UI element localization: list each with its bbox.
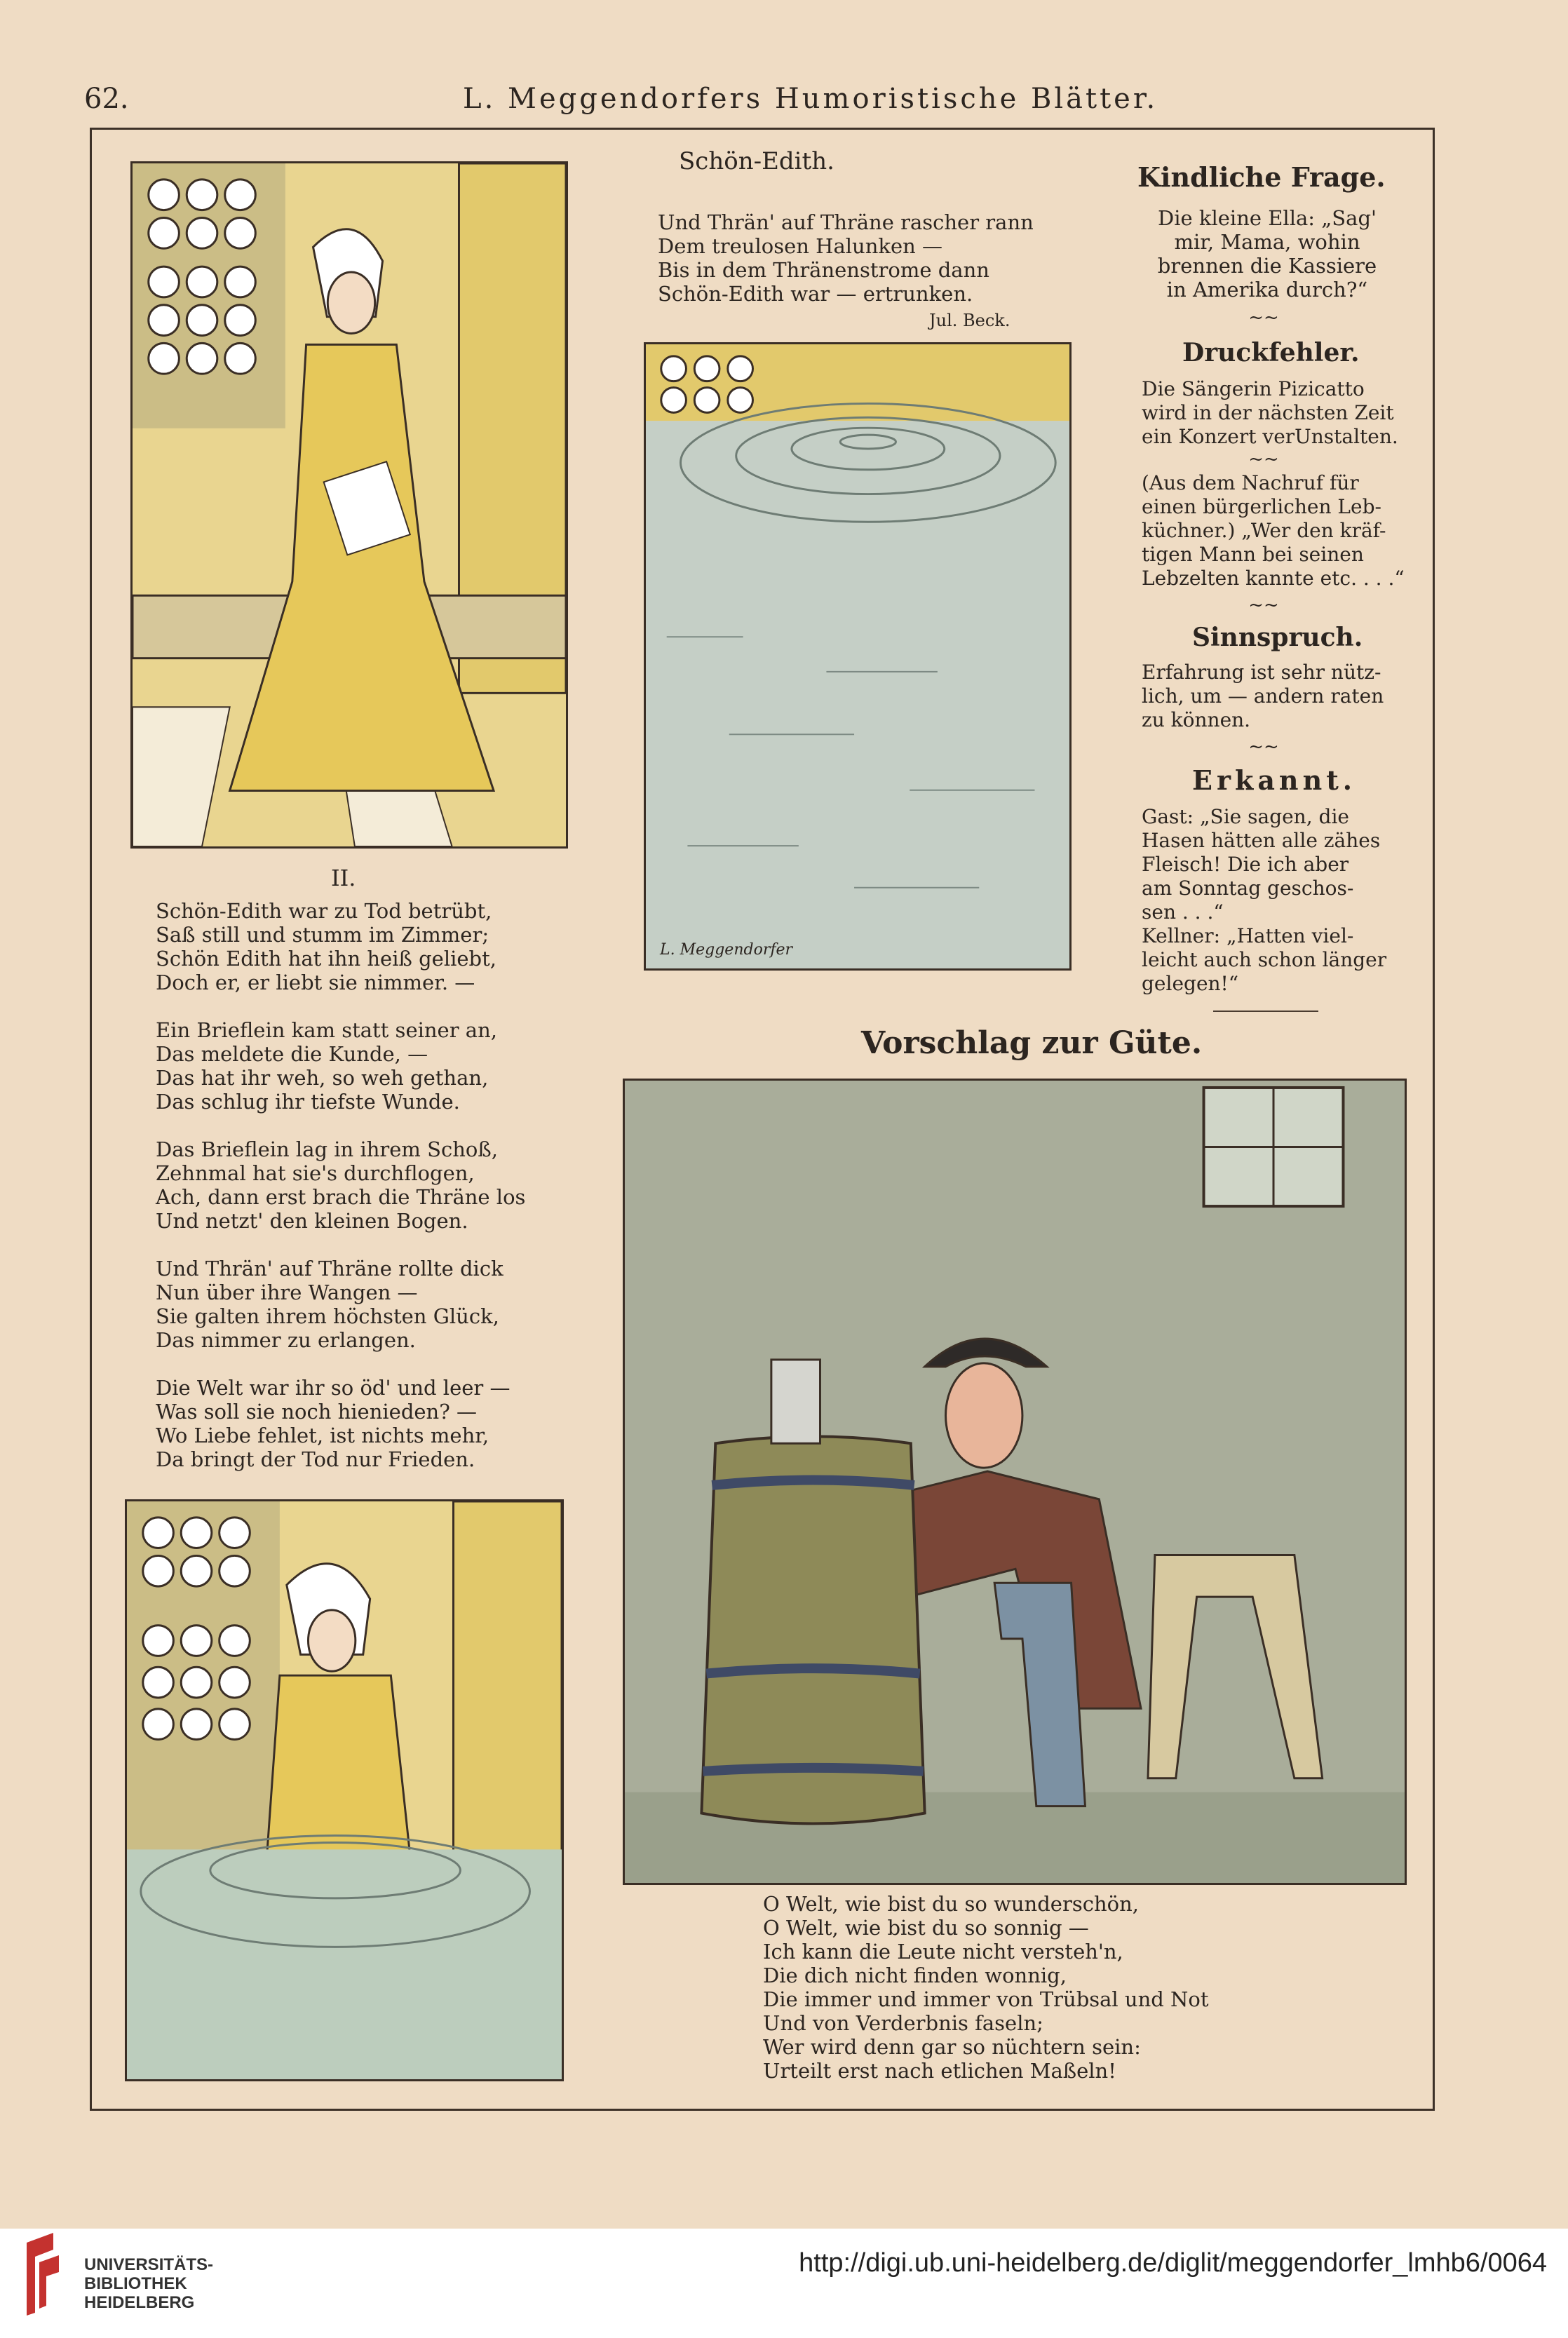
text-line: Hasen hätten alle zähes bbox=[1142, 829, 1381, 852]
library-logo-icon bbox=[20, 2230, 67, 2317]
stanza-line: Wo Liebe fehlet, ist nichts mehr, bbox=[156, 1424, 489, 1447]
library-name-line: UNIVERSITÄTS- bbox=[84, 2255, 214, 2274]
stanza-line: Das schlug ihr tiefste Wunde. bbox=[156, 1090, 460, 1114]
text-line: gelegen!“ bbox=[1142, 972, 1239, 995]
separator-tilde: ~~ bbox=[1248, 736, 1279, 757]
poem-line: O Welt, wie bist du so wunderschön, bbox=[763, 1892, 1139, 1916]
druckfehler-text-1 bbox=[1142, 377, 1398, 449]
vorschlag-poem bbox=[763, 1892, 1209, 2083]
stanza-line: Die Welt war ihr so öd' und leer — bbox=[156, 1376, 511, 1400]
poem-line: O Welt, wie bist du so sonnig — bbox=[763, 1916, 1089, 1940]
stanza-line: Doch er, er liebt sie nimmer. — bbox=[156, 971, 475, 994]
text-line: am Sonntag geschos- bbox=[1142, 877, 1354, 900]
stanza-line: Zehnmal hat sie's durchflogen, bbox=[156, 1161, 475, 1185]
text-line: Die Sängerin Pizicatto bbox=[1142, 377, 1365, 400]
stanza-line: Bis in dem Thränenstrome dann bbox=[658, 258, 989, 282]
library-name-line: HEIDELBERG bbox=[84, 2293, 195, 2312]
running-title: L. Meggendorfers Humoristische Blätter. bbox=[463, 83, 1158, 115]
text-line: Fleisch! Die ich aber bbox=[1142, 853, 1349, 876]
separator-tilde: ~~ bbox=[1248, 595, 1279, 616]
stanza-line: Und netzt' den kleinen Bogen. bbox=[156, 1209, 468, 1233]
footer-bar bbox=[0, 2229, 1568, 2338]
section-number: II. bbox=[331, 865, 356, 891]
text-line: einen bürgerlichen Leb- bbox=[1142, 495, 1381, 518]
kindliche-frage-title: Kindliche Frage. bbox=[1137, 161, 1386, 193]
stanza-line: Das nimmer zu erlangen. bbox=[156, 1328, 416, 1352]
illustration-edith-drowning bbox=[125, 1499, 564, 2081]
text-line: Erfahrung ist sehr nütz- bbox=[1142, 661, 1381, 684]
stanza-line: Und Thrän' auf Thräne rascher rann bbox=[658, 210, 1034, 234]
source-url-link[interactable]: http://digi.ub.uni-heidelberg.de/diglit/meggendorfer_lmhb6/0064 bbox=[799, 2248, 1547, 2278]
text-line: ein Konzert verUnstalten. bbox=[1142, 425, 1398, 448]
stanza-line: Das Brieflein lag in ihrem Schoß, bbox=[156, 1137, 498, 1161]
text-line: Gast: „Sie sagen, die bbox=[1142, 805, 1349, 828]
illustration-edith-seated bbox=[130, 161, 568, 849]
text-line: leicht auch schon länger bbox=[1142, 948, 1387, 971]
text-line: sen . . .“ bbox=[1142, 900, 1224, 924]
kindliche-frage-text bbox=[1137, 206, 1397, 302]
poem-line: Ich kann die Leute nicht versteh'n, bbox=[763, 1940, 1123, 1964]
text-line: wird in der nächsten Zeit bbox=[1142, 401, 1394, 424]
stanza-line: Und Thrän' auf Thräne rollte dick bbox=[156, 1257, 503, 1281]
page-number: 62. bbox=[84, 83, 129, 115]
illustration-man-barrel bbox=[623, 1079, 1407, 1885]
stanza-line: Das hat ihr weh, so weh gethan, bbox=[156, 1066, 489, 1090]
poem-line: Urteilt erst nach etlichen Maßeln! bbox=[763, 2059, 1116, 2083]
sinnspruch-text bbox=[1142, 661, 1398, 732]
stanza-line: Nun über ihre Wangen — bbox=[156, 1281, 418, 1304]
illustration-water-room bbox=[644, 342, 1072, 971]
stanza-line: Schön-Edith war — ertrunken. bbox=[658, 282, 973, 306]
separator-tilde: ~~ bbox=[1248, 307, 1279, 328]
poem-author: Jul. Beck. bbox=[929, 311, 1011, 330]
library-name bbox=[84, 2255, 213, 2312]
druckfehler-text-2 bbox=[1142, 471, 1405, 590]
library-name-line: BIBLIOTHEK bbox=[84, 2274, 187, 2293]
stanza-line: Schön Edith hat ihn heiß geliebt, bbox=[156, 947, 496, 971]
vorschlag-title: Vorschlag zur Güte. bbox=[861, 1025, 1203, 1061]
sinnspruch-title: Sinnspruch. bbox=[1192, 623, 1363, 652]
separator-tilde: ~~ bbox=[1248, 449, 1279, 470]
artist-signature: L. Meggendorfer bbox=[660, 941, 793, 959]
schoen-edith-final-stanza bbox=[658, 210, 1034, 306]
stanza-line: Sie galten ihrem höchsten Glück, bbox=[156, 1304, 499, 1328]
text-line: lich, um — andern raten bbox=[1142, 684, 1384, 708]
stanza-line: Ach, dann erst brach die Thräne los bbox=[156, 1185, 526, 1209]
text-line: Lebzelten kannte etc. . . .“ bbox=[1142, 567, 1405, 590]
schoen-edith-poem bbox=[156, 899, 525, 1471]
stanza-line: Schön-Edith war zu Tod betrübt, bbox=[156, 899, 492, 923]
druckfehler-title: Druckfehler. bbox=[1182, 338, 1360, 367]
text-line: Die kleine Ella: „Sag' bbox=[1158, 206, 1377, 230]
text-line: zu können. bbox=[1142, 708, 1251, 731]
poem-line: Die immer und immer von Trübsal und Not bbox=[763, 1987, 1209, 2011]
erkannt-text bbox=[1142, 805, 1398, 996]
poem-line: Die dich nicht finden wonnig, bbox=[763, 1964, 1067, 1987]
poem-line: Und von Verderbnis faseln; bbox=[763, 2011, 1043, 2035]
text-line: in Amerika durch?“ bbox=[1166, 278, 1368, 302]
text-line: Kellner: „Hatten viel- bbox=[1142, 924, 1354, 947]
text-line: (Aus dem Nachruf für bbox=[1142, 471, 1359, 494]
stanza-line: Saß still und stumm im Zimmer; bbox=[156, 923, 489, 947]
text-line: brennen die Kassiere bbox=[1157, 254, 1377, 278]
stanza-line: Da bringt der Tod nur Frieden. bbox=[156, 1447, 475, 1471]
erkannt-title: Erkannt. bbox=[1192, 764, 1356, 796]
section-end-rule bbox=[1213, 1011, 1318, 1012]
stanza-line: Was soll sie noch hienieden? — bbox=[156, 1400, 477, 1424]
poem-line: Wer wird denn gar so nüchtern sein: bbox=[763, 2035, 1141, 2059]
stanza-line: Das meldete die Kunde, — bbox=[156, 1042, 428, 1066]
stanza-line: Dem treulosen Halunken — bbox=[658, 234, 942, 258]
text-line: küchner.) „Wer den kräf- bbox=[1142, 519, 1386, 542]
stanza-line: Ein Brieflein kam statt seiner an, bbox=[156, 1018, 497, 1042]
text-line: mir, Mama, wohin bbox=[1174, 230, 1360, 254]
schoen-edith-title: Schön-Edith. bbox=[679, 147, 834, 175]
text-line: tigen Mann bei seinen bbox=[1142, 543, 1364, 566]
